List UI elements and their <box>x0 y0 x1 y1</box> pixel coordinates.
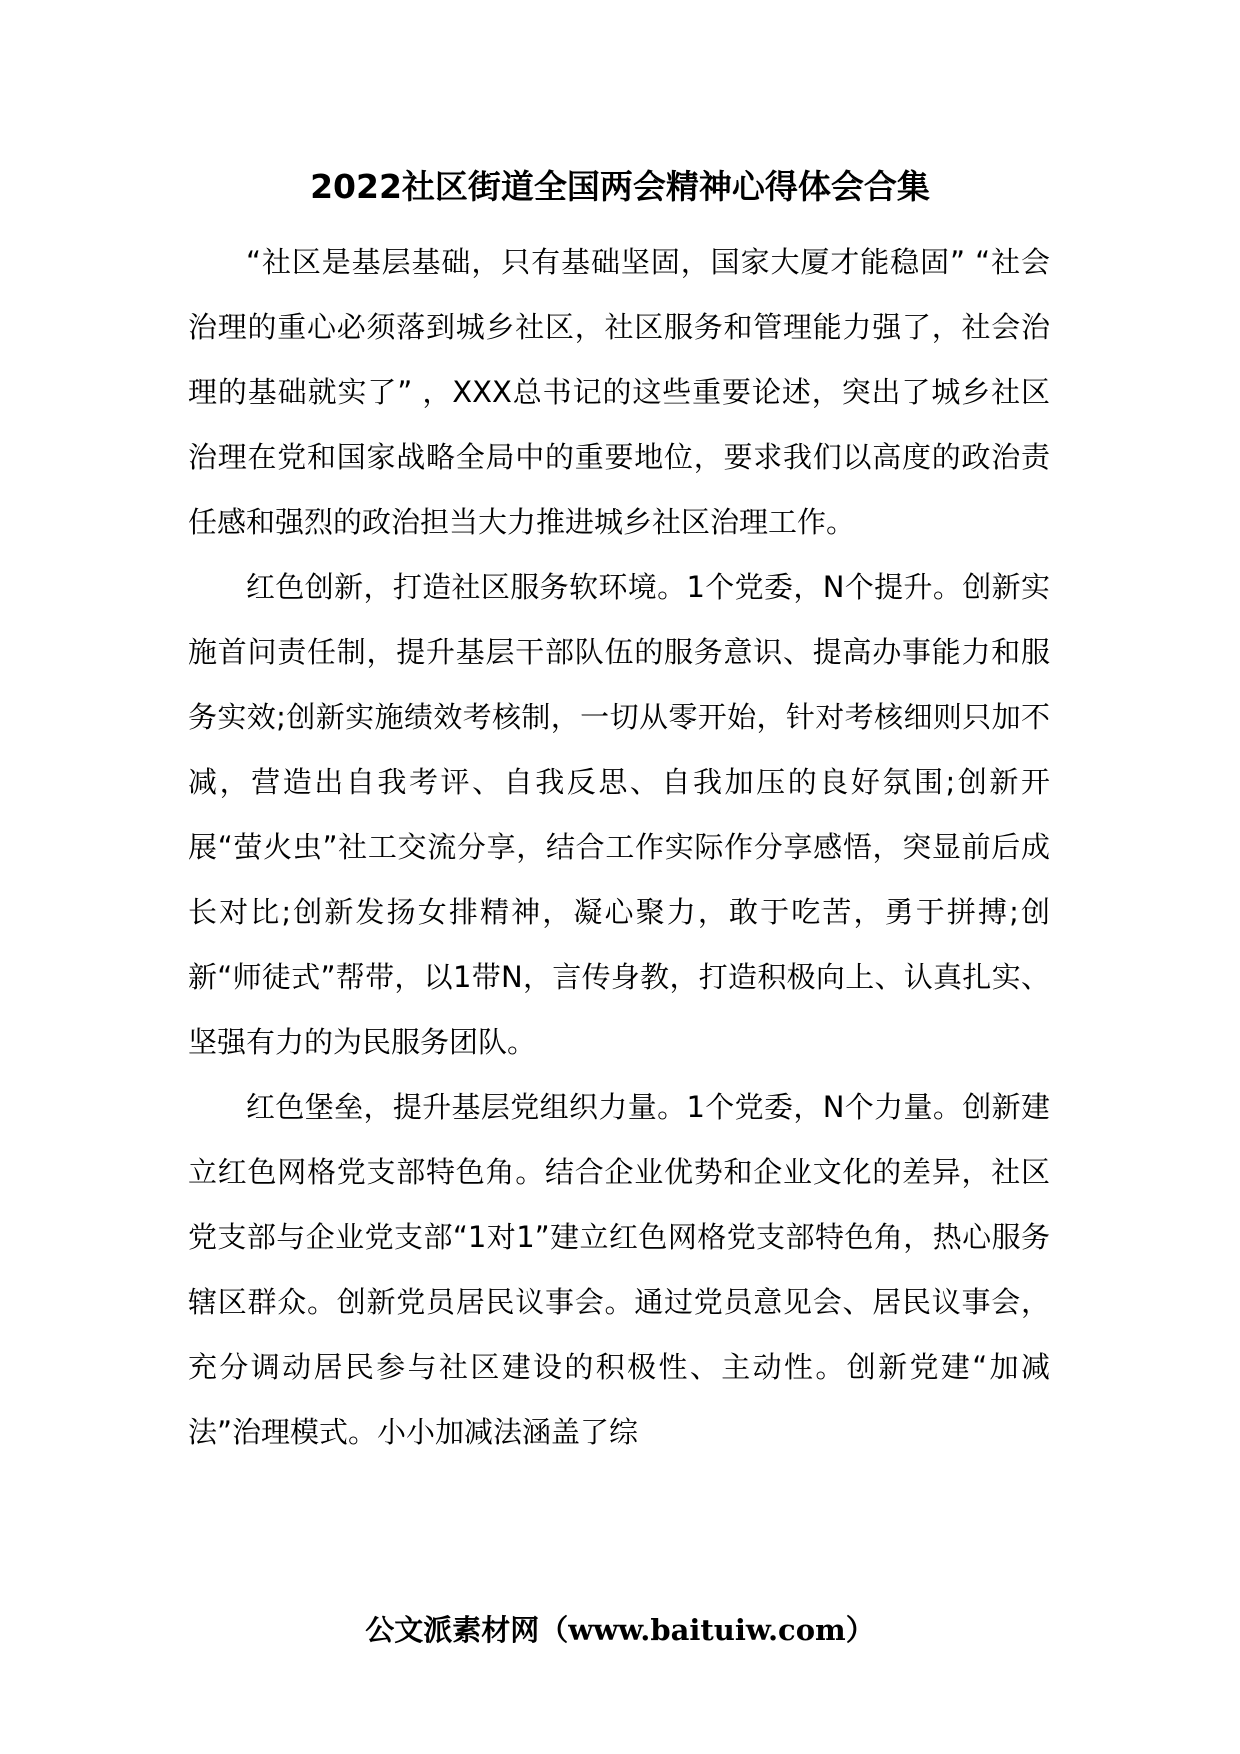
paragraph-3: 红色堡垒，提升基层党组织力量。1个党委，N个力量。创新建立红色网格党支部特色角。结合企业优势和企业文化的差异，社区党支部与企业党支部“1对1”建立红色网格党支部特色角，热心服务辖区群众。创新党员居民议事会。通过党员意见会、居民议事会，充分调动居民参与社区建设的积极性、主动性。创新党建“加减法”治理模式。小小加减法涵盖了综 <box>188 1090 1050 1449</box>
document-body <box>188 230 1050 1465</box>
document-title: 2022社区街道全国两会精神心得体会合集 <box>310 167 930 206</box>
paragraph-2: 红色创新，打造社区服务软环境。1个党委，N个提升。创新实施首问责任制，提升基层干部队伍的服务意识、提高办事能力和服务实效;创新实施绩效考核制，一切从零开始，针对考核细则只加不减，营造出自我考评、自我反思、自我加压的良好氛围;创新开展“萤火虫”社工交流分享，结合工作实际作分享感悟，突显前后成长对比;创新发扬女排精神，凝心聚力，敢于吃苦，勇于拼搏;创新“师徒式”帮带，以1带N，言传身教，打造积极向上、认真扎实、坚强有力的为民服务团队。 <box>188 570 1050 1059</box>
page-footer: 公文派素材网（www.baituiw.com） <box>365 1613 875 1647</box>
paragraph-1: “社区是基层基础，只有基础坚固，国家大厦才能稳固” “社会治理的重心必须落到城乡社区，社区服务和管理能力强了，社会治理的基础就实了” ，XXX总书记的这些重要论述，突出了城乡社区治理在党和国家战略全局中的重要地位，要求我们以高度的政治责任感和强烈的政治担当大力推进城乡社区治理工作。 <box>188 245 1050 539</box>
